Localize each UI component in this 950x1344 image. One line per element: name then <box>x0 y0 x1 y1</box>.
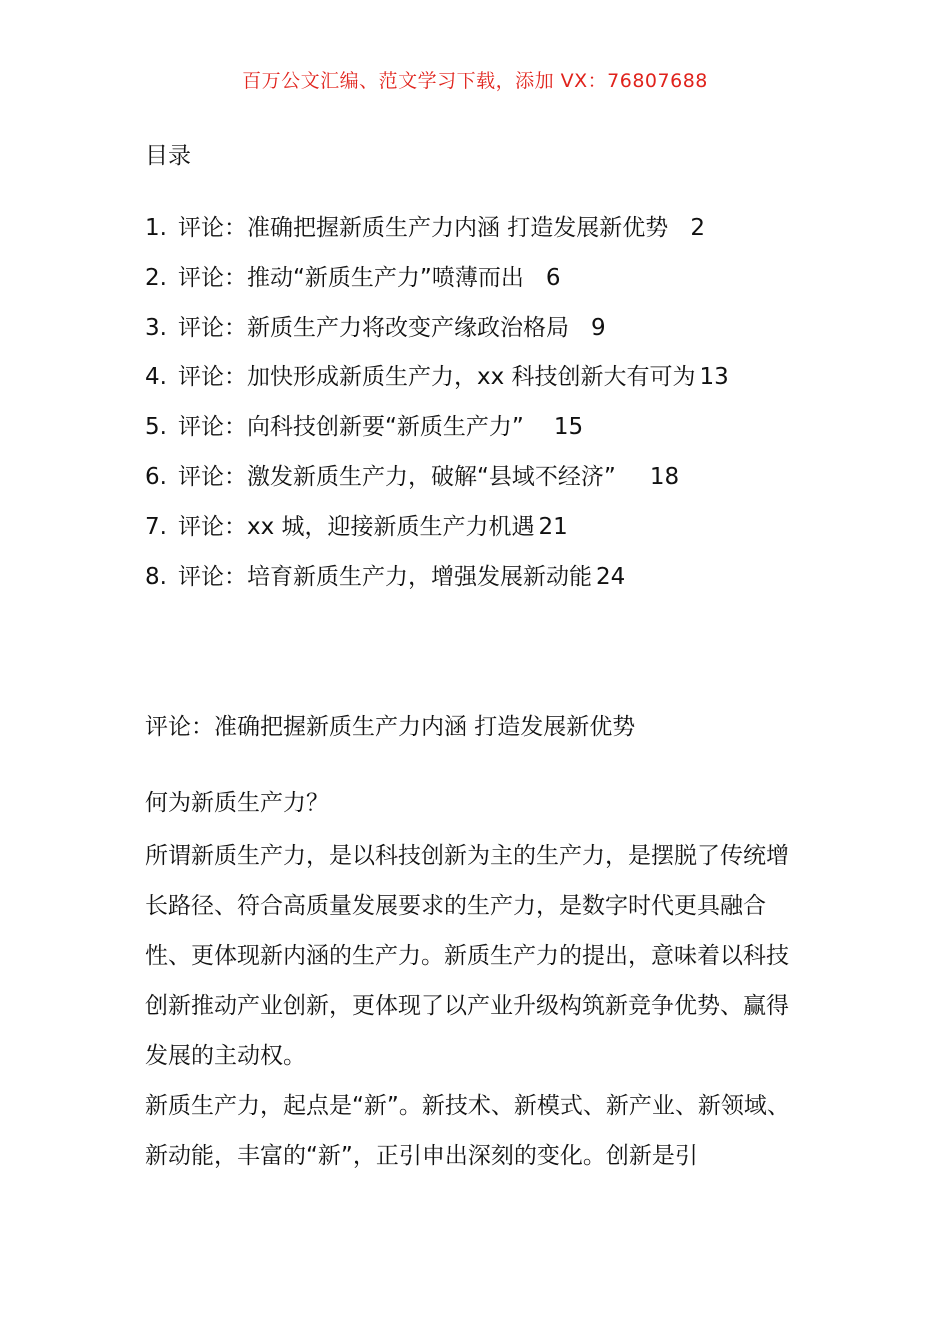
article-body <box>145 783 805 1181</box>
toc-item-page: 6 <box>545 264 561 291</box>
toc-item[interactable] <box>145 510 729 560</box>
toc-item-title: 评论：培育新质生产力，增强发展新动能 <box>178 563 592 590</box>
toc-item-page: 15 <box>553 414 584 441</box>
toc-item[interactable] <box>145 560 729 610</box>
toc-item-page: 9 <box>591 314 606 341</box>
paragraph: 所谓新质生产力，是以科技创新为主的生产力，是摆脱了传统增长路径、符合高质量发展要求的生产力，是数字时代更具融合性、更体现新内涵的生产力。新质生产力的提出，意味着以科技创新推动产业创新，更体现了以产业升级构筑新竞争优势、赢得发展的主动权。 <box>145 843 789 1069</box>
toc-item-number: 5. <box>145 414 167 441</box>
section-title: 评论：准确把握新质生产力内涵 打造发展新优势 <box>145 714 636 740</box>
toc-item[interactable] <box>145 360 729 410</box>
toc-item[interactable] <box>145 261 729 311</box>
toc-item-title: 评论：向科技创新要“新质生产力” <box>178 414 524 441</box>
toc-item-number: 1. <box>145 215 167 241</box>
toc-item-page: 24 <box>596 563 626 590</box>
toc-item-page: 13 <box>699 364 729 391</box>
toc-item[interactable] <box>145 311 729 361</box>
toc-item-title: 评论：准确把握新质生产力内涵 打造发展新优势 <box>178 215 669 241</box>
paragraph: 新质生产力，起点是“新”。新技术、新模式、新产业、新领域、新动能，丰富的“新”，正引申出深刻的变化。创新是引 <box>145 1093 790 1169</box>
table-of-contents <box>145 211 729 609</box>
toc-item-number: 3. <box>145 314 167 341</box>
header-watermark-note: 百万公文汇编、范文学习下载，添加 VX：76807688 <box>242 70 708 92</box>
question-heading: 何为新质生产力？ <box>145 790 329 816</box>
toc-item-page: 21 <box>538 513 568 540</box>
toc-item-number: 4. <box>145 364 167 391</box>
toc-item-page: 2 <box>690 215 705 241</box>
toc-title: 目录 <box>145 143 191 169</box>
toc-item-title: 评论：新质生产力将改变产缘政治格局 <box>178 314 569 341</box>
toc-item-number: 8. <box>145 563 167 590</box>
toc-item-number: 2. <box>145 264 167 291</box>
toc-item-page: 18 <box>649 463 680 490</box>
toc-item-number: 7. <box>145 513 167 540</box>
toc-item-number: 6. <box>145 463 167 490</box>
toc-item-title: 评论：加快形成新质生产力，xx 科技创新大有可为 <box>178 364 696 391</box>
toc-item[interactable] <box>145 211 729 261</box>
toc-item-title: 评论：xx 城，迎接新质生产力机遇 <box>178 513 535 540</box>
toc-item-title: 评论：推动“新质生产力”喷薄而出 <box>178 264 524 291</box>
toc-item[interactable] <box>145 460 729 510</box>
toc-item-title: 评论：激发新质生产力，破解“县域不经济” <box>178 463 616 490</box>
toc-item[interactable] <box>145 410 729 460</box>
